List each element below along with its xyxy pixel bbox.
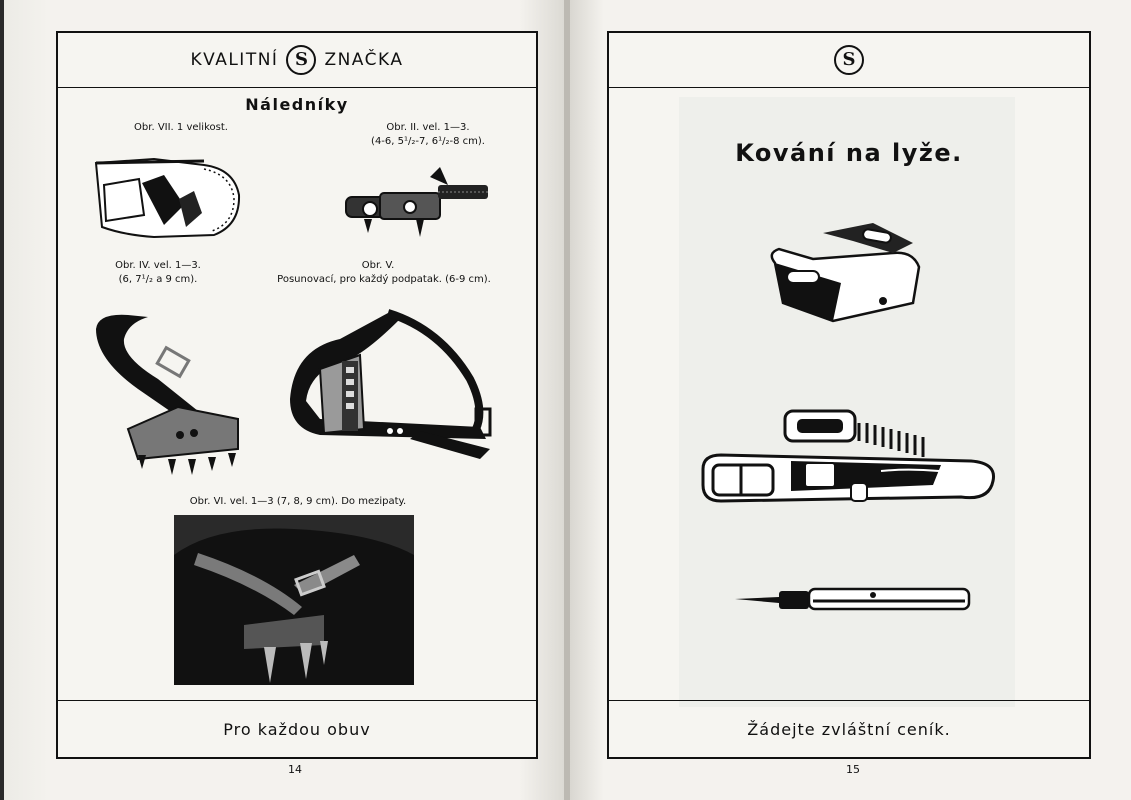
right-page <box>570 0 1131 800</box>
page-title: Kování na lyže. <box>735 139 963 167</box>
caption-obr-ii-2: (4-6, 5¹/₂-7, 6¹/₂-8 cm). <box>371 136 485 147</box>
caption-obr-ii-1: Obr. II. vel. 1—3. <box>386 122 470 133</box>
left-header <box>58 33 536 88</box>
ski-binding-plate-illustration <box>763 223 933 333</box>
caption-obr-vi: Obr. VI. vel. 1—3 (7, 8, 9 cm). Do mezipaty. <box>189 496 407 507</box>
left-footer <box>58 700 536 757</box>
right-page-frame <box>607 31 1091 759</box>
caption-obr-v-1: Obr. V. <box>361 260 395 271</box>
caption-obr-iv-1: Obr. IV. vel. 1—3. <box>115 260 201 271</box>
shoe-crampon-illustration <box>94 155 244 245</box>
brand-logo-icon: S <box>286 45 316 75</box>
caption-obr-vii: Obr. VII. 1 velikost. <box>134 122 228 133</box>
adjustable-crampon-illustration <box>340 167 500 247</box>
boot-crampon-photo <box>174 515 414 685</box>
left-page <box>4 0 564 800</box>
brand-text-left: KVALITNÍ <box>190 50 279 70</box>
ski-spring-binding-illustration <box>701 401 1001 521</box>
footer-text-right: Žádejte zvláštní ceník. <box>747 719 951 739</box>
section-title: Náledníky <box>245 95 349 114</box>
sliding-crampon-illustration <box>280 309 500 469</box>
brand-logo-icon: S <box>834 45 864 75</box>
brand-text-right: ZNAČKA <box>324 50 404 70</box>
page-number-right: 15 <box>846 763 860 776</box>
ski-awl-tool-illustration <box>733 585 973 615</box>
left-page-frame <box>56 31 538 759</box>
page-number-left: 14 <box>288 763 302 776</box>
caption-obr-iv-2: (6, 7¹/₂ a 9 cm). <box>118 274 198 285</box>
caption-obr-v-2: Posunovací, pro každý podpatak. (6-9 cm). <box>277 274 491 285</box>
right-footer <box>609 700 1089 757</box>
footer-text-left: Pro každou obuv <box>223 719 371 739</box>
strap-crampon-illustration <box>88 309 248 479</box>
right-header <box>609 33 1089 88</box>
